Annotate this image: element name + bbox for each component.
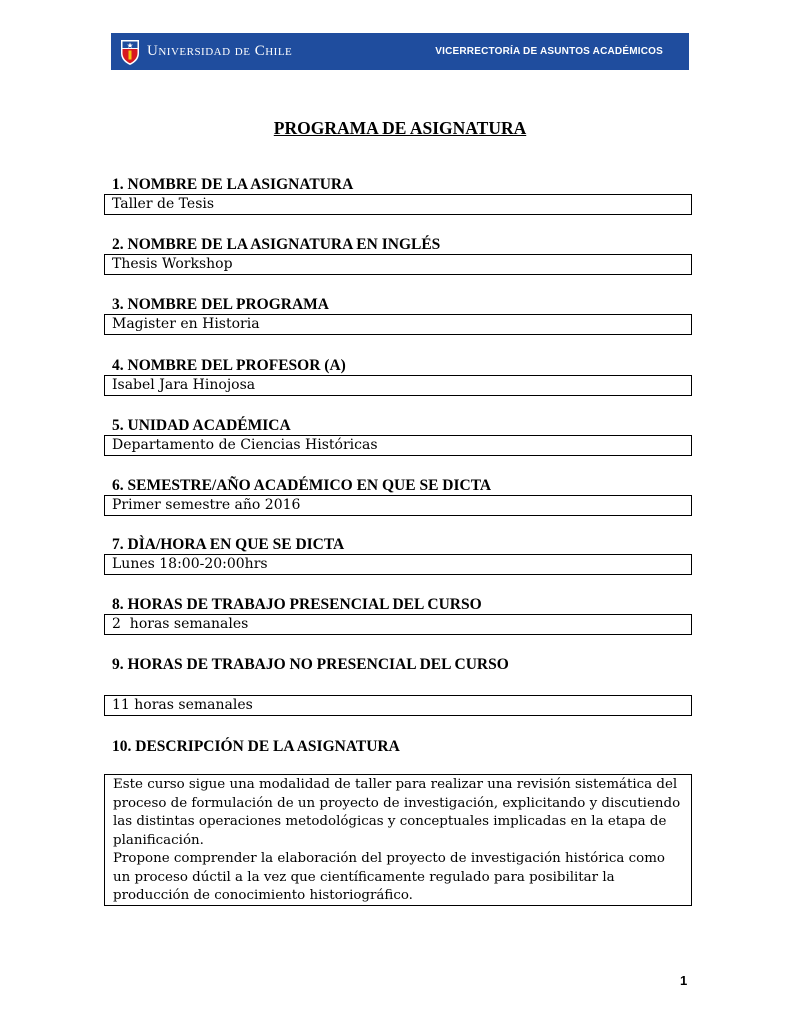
header-banner: [111, 33, 689, 70]
university-name: Universidad de Chile: [147, 43, 293, 59]
field-nombre-ingles: Thesis Workshop: [104, 254, 692, 275]
descripcion-paragraph-2: Propone comprender la elaboración del proyecto de investigación histórica como un proceso dúctil a la vez que científicamente regulado para posibilitar la producción de conocimiento historiográfico.: [113, 851, 665, 903]
university-crest-icon: [119, 38, 141, 66]
section-heading-4: 4. NOMBRE DEL PROFESOR (A): [112, 357, 346, 374]
brand: [119, 38, 292, 66]
field-programa: Magister en Historia: [104, 314, 692, 335]
field-semestre: Primer semestre año 2016: [104, 495, 692, 516]
descripcion-paragraph-1: Este curso sigue una modalidad de taller para realizar una revisión sistemática del proceso de formulación de un proyecto de investigación, explicitando y discutiendo las distintas operaciones metodológicas y conceptuales implicadas en la etapa de planificación.: [113, 777, 681, 848]
section-heading-3: 3. NOMBRE DEL PROGRAMA: [112, 296, 329, 313]
field-horas-presencial: 2 horas semanales: [104, 614, 692, 635]
section-heading-2: 2. NOMBRE DE LA ASIGNATURA EN INGLÉS: [112, 236, 441, 253]
section-heading-8: 8. HORAS DE TRABAJO PRESENCIAL DEL CURSO: [112, 596, 482, 613]
field-profesor: Isabel Jara Hinojosa: [104, 375, 692, 396]
page-number: 1: [680, 973, 688, 988]
field-unidad-academica: Departamento de Ciencias Históricas: [104, 435, 692, 456]
section-heading-1: 1. NOMBRE DE LA ASIGNATURA: [112, 176, 354, 193]
field-dia-hora: Lunes 18:00-20:00hrs: [104, 554, 692, 575]
page-title: PROGRAMA DE ASIGNATURA: [273, 118, 527, 138]
section-heading-10: 10. DESCRIPCIÓN DE LA ASIGNATURA: [112, 738, 400, 755]
field-horas-no-presencial: 11 horas semanales: [104, 695, 692, 716]
field-nombre-asignatura: Taller de Tesis: [104, 194, 692, 215]
section-heading-9: 9. HORAS DE TRABAJO NO PRESENCIAL DEL CURSO: [112, 656, 509, 673]
section-heading-6: 6. SEMESTRE/AÑO ACADÉMICO EN QUE SE DICTA: [112, 477, 492, 494]
vicerrectoria-label: VICERRECTORÍA DE ASUNTOS ACADÉMICOS: [435, 46, 663, 57]
section-heading-5: 5. UNIDAD ACADÉMICA: [112, 417, 291, 434]
field-descripcion: [104, 774, 692, 906]
section-heading-7: 7. DÌA/HORA EN QUE SE DICTA: [112, 536, 345, 553]
